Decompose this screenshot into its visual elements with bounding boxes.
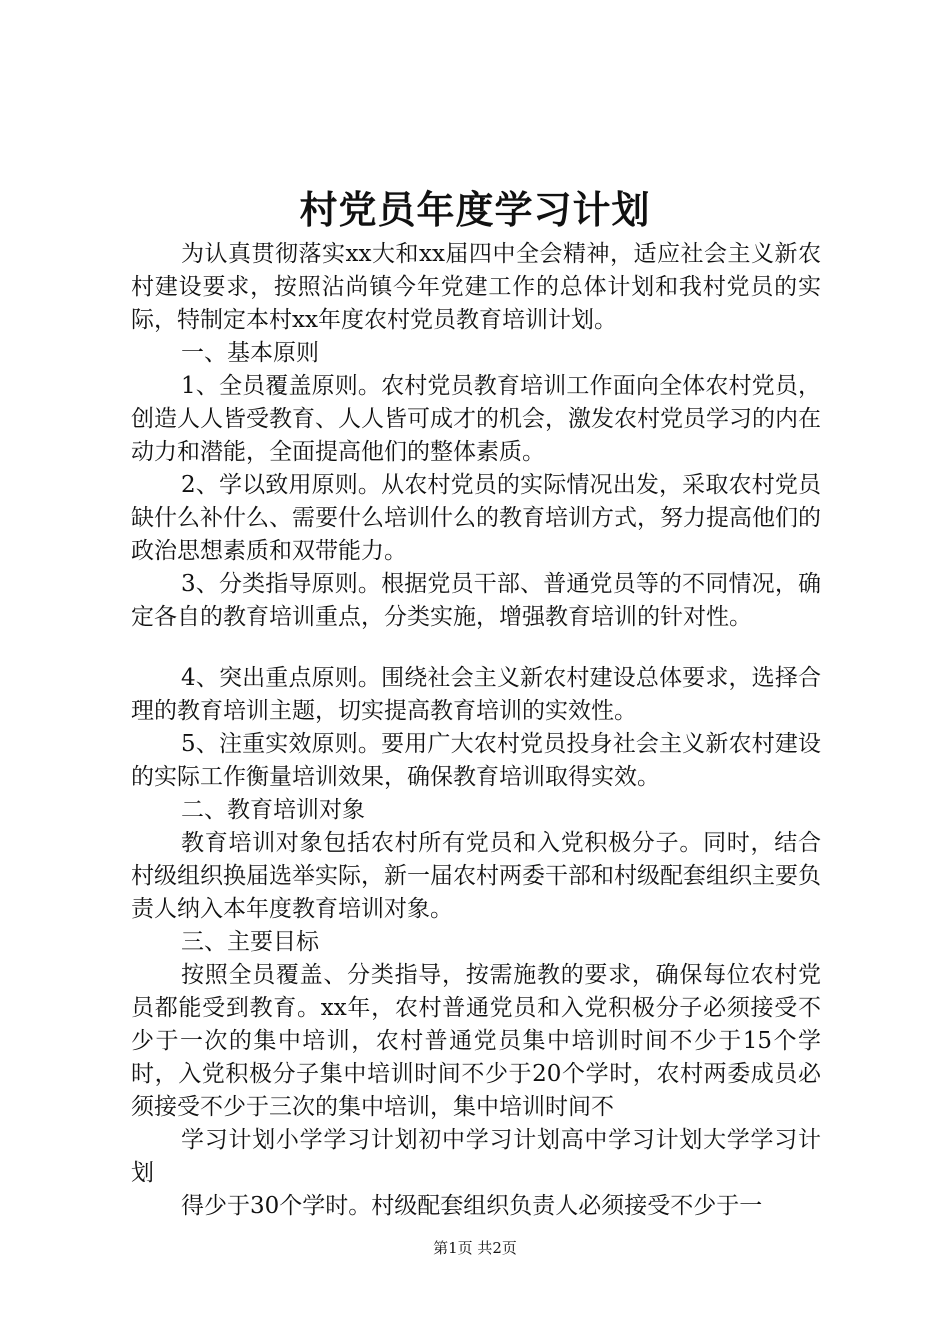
targets-paragraph: 教育培训对象包括农村所有党员和入党积极分子。同时，结合村级组织换届选举实际，新一届农村两委干部和村级配套组织主要负责人纳入本年度教育培训对象。 [131, 830, 821, 922]
section-heading-targets: 二、教育培训对象 [181, 797, 365, 823]
related-links-line: 学习计划小学学习计划初中学习计划高中学习计划大学学习计划 [131, 1127, 821, 1186]
principle-2-paragraph: 2、学以致用原则。从农村党员的实际情况出发，采取农村党员缺什么补什么、需要什么培训什么的教育培训方式，努力提高他们的政治思想素质和双带能力。 [131, 472, 821, 564]
page-footer: 第1页 共2页 [433, 1239, 517, 1257]
section-heading-goals: 三、主要目标 [181, 929, 319, 955]
section-heading-principles: 一、基本原则 [181, 340, 319, 366]
goals-continuation-paragraph: 得少于30个学时。村级配套组织负责人必须接受不少于一 [181, 1193, 763, 1219]
principle-1-paragraph: 1、全员覆盖原则。农村党员教育培训工作面向全体农村党员，创造人人皆受教育、人人皆可成才的机会，激发农村党员学习的内在动力和潜能，全面提高他们的整体素质。 [131, 373, 821, 465]
intro-paragraph: 为认真贯彻落实xx大和xx届四中全会精神，适应社会主义新农村建设要求，按照沾尚镇今年党建工作的总体计划和我村党员的实际，特制定本村xx年度农村党员教育培训计划。 [131, 241, 821, 333]
goals-paragraph: 按照全员覆盖、分类指导，按需施教的要求，确保每位农村党员都能受到教育。xx年，农村普通党员和入党积极分子必须接受不少于一次的集中培训，农村普通党员集中培训时间不少于15个学时，入党积极分子集中培训时间不少于20个学时，农村两委成员必须接受不少于三次的集中培训，集中培训时间不 [131, 962, 821, 1120]
document-body [131, 238, 821, 1223]
principle-3-paragraph: 3、分类指导原则。根据党员干部、普通党员等的不同情况，确定各自的教育培训重点，分类实施，增强教育培训的针对性。 [131, 571, 821, 630]
principle-5-paragraph: 5、注重实效原则。要用广大农村党员投身社会主义新农村建设的实际工作衡量培训效果，确保教育培训取得实效。 [131, 731, 821, 790]
document-title: 村党员年度学习计划 [299, 187, 651, 232]
principle-4-paragraph: 4、突出重点原则。围绕社会主义新农村建设总体要求，选择合理的教育培训主题，切实提高教育培训的实效性。 [131, 665, 821, 724]
